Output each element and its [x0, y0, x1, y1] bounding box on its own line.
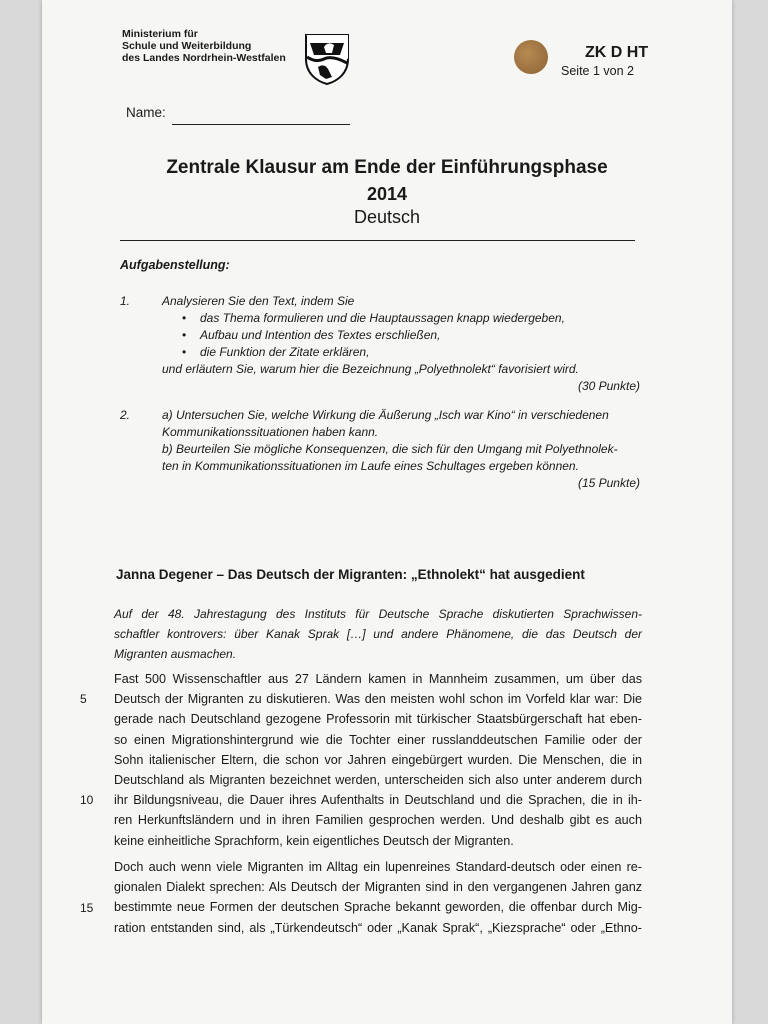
task-line: ten in Kommunikationssituationen im Laufe eines Schultages ergeben können.: [162, 459, 579, 473]
punch-hole: [514, 40, 548, 74]
task-line: b) Beurteilen Sie mögliche Konsequenzen, die sich für den Umgang mit Polyethnolek-: [162, 442, 618, 456]
tasks-heading: Aufgabenstellung:: [120, 258, 230, 272]
ministry-name: [122, 28, 286, 64]
task-list: [120, 293, 640, 492]
page-number: Seite 1 von 2: [561, 64, 634, 78]
article-title: Janna Degener – Das Deutsch der Migranten: „Ethnolekt“ hat ausgedient: [116, 567, 585, 582]
task-points: (30 Punkte): [577, 379, 640, 393]
text-line: Sohn italienischer Eltern, die schon vor Jahren eingebürgert wurden. Die Menschen, die in: [114, 752, 642, 767]
task-number: 1.: [120, 294, 131, 308]
text-line: Fast 500 Wissenschaftler aus 27 Ländern kamen in Mannheim zusammen, um über das: [114, 672, 642, 686]
task-line: a) Untersuchen Sie, welche Wirkung die Äußerung „Isch war Kino“ in verschiedenen: [162, 408, 609, 422]
exam-code: ZK D HT: [585, 44, 649, 61]
article-lead: [114, 605, 642, 666]
name-line: [172, 124, 350, 125]
task-bullet: • Aufbau und Intention des Textes erschließen,: [182, 327, 640, 344]
line-number: 15: [80, 901, 94, 915]
nrw-crest-icon: [304, 33, 350, 85]
ministry-line: des Landes Nordrhein-Westfalen: [122, 52, 286, 64]
exam-year: 2014: [366, 184, 408, 204]
task-bullet: • die Funktion der Zitate erklären,: [182, 344, 640, 361]
text-line: ihr Bildungsniveau, die Dauer ihres Aufenthalts in Deutschland und die Sprachen, die in ih-: [114, 793, 642, 808]
ministry-line: Ministerium für: [122, 28, 198, 40]
ministry-line: Schule und Weiterbildung: [122, 40, 252, 52]
text-line: ren Herkunftsländern und in ihren Familien gesprochen werden. Und deshalb gibt es auch: [114, 813, 642, 828]
task-number: 2.: [120, 408, 131, 422]
text-line: Deutsch der Migranten zu diskutieren. Was den meisten wohl schon im Vorfeld klar war: Die: [114, 692, 642, 707]
exam-page: [42, 0, 732, 1024]
task-1: [120, 293, 640, 395]
task-bullet: • das Thema formulieren und die Hauptaussagen knapp wiedergeben,: [182, 310, 640, 327]
name-label: Name:: [126, 105, 166, 120]
line-number: 10: [80, 793, 94, 807]
text-line: gerade nach Deutschland gezogene Professorin mit türkischer Staatsbürgerschaft hat eben-: [114, 712, 642, 727]
task-bullets: [162, 310, 640, 361]
text-line: gionalen Dialekt sprechen: Als Deutsch der Migranten sind in den vergangenen Jahren ganz: [114, 880, 642, 895]
lead-line: schaftler kontrovers: über Kanak Sprak […] und andere Phänomene, die das Deutsch der: [114, 627, 642, 642]
task-line: Kommunikationssituationen haben kann.: [162, 425, 379, 439]
lead-line: Migranten ausmachen.: [114, 647, 237, 662]
text-line: Doch auch wenn viele Migranten im Alltag ein lupenreines Standard-deutsch oder einen re-: [114, 860, 642, 874]
task-points: (15 Punkte): [577, 476, 640, 490]
text-line: ration entstanden sind, als „Türkendeutsch“ oder „Kanak Sprak“, „Kiezsprache“ oder „Ethno-: [114, 920, 642, 935]
line-number: 5: [80, 692, 87, 706]
task-intro: Analysieren Sie den Text, indem Sie: [162, 294, 355, 308]
text-line: bestimmte neue Formen der deutschen Sprache bekannt geworden, die offenbar durch Mig-: [114, 900, 642, 915]
task-outro: und erläutern Sie, warum hier die Bezeichnung „Polyethnolekt“ favorisiert wird.: [162, 362, 579, 376]
article-paragraph: [114, 857, 642, 938]
text-line: keine einheitliche Sprachform, kein eigentliches Deutsch der Migranten.: [114, 833, 514, 848]
title-divider: [120, 240, 635, 241]
exam-subject: Deutsch: [353, 207, 421, 227]
text-line: so einen Migrationshintergrund wie die Tochter einer russlanddeutschen Familie oder der: [114, 732, 642, 747]
article-paragraph: [114, 669, 642, 851]
task-2: [120, 407, 640, 492]
exam-title: Zentrale Klausur am Ende der Einführungsphase: [166, 157, 608, 178]
lead-line: Auf der 48. Jahrestagung des Instituts für Deutsche Sprache diskutierten Sprachwissen-: [114, 607, 642, 621]
text-line: Deutschland als Migranten bezeichnet werden, unterscheiden sich also unter anderem durch: [114, 772, 642, 787]
